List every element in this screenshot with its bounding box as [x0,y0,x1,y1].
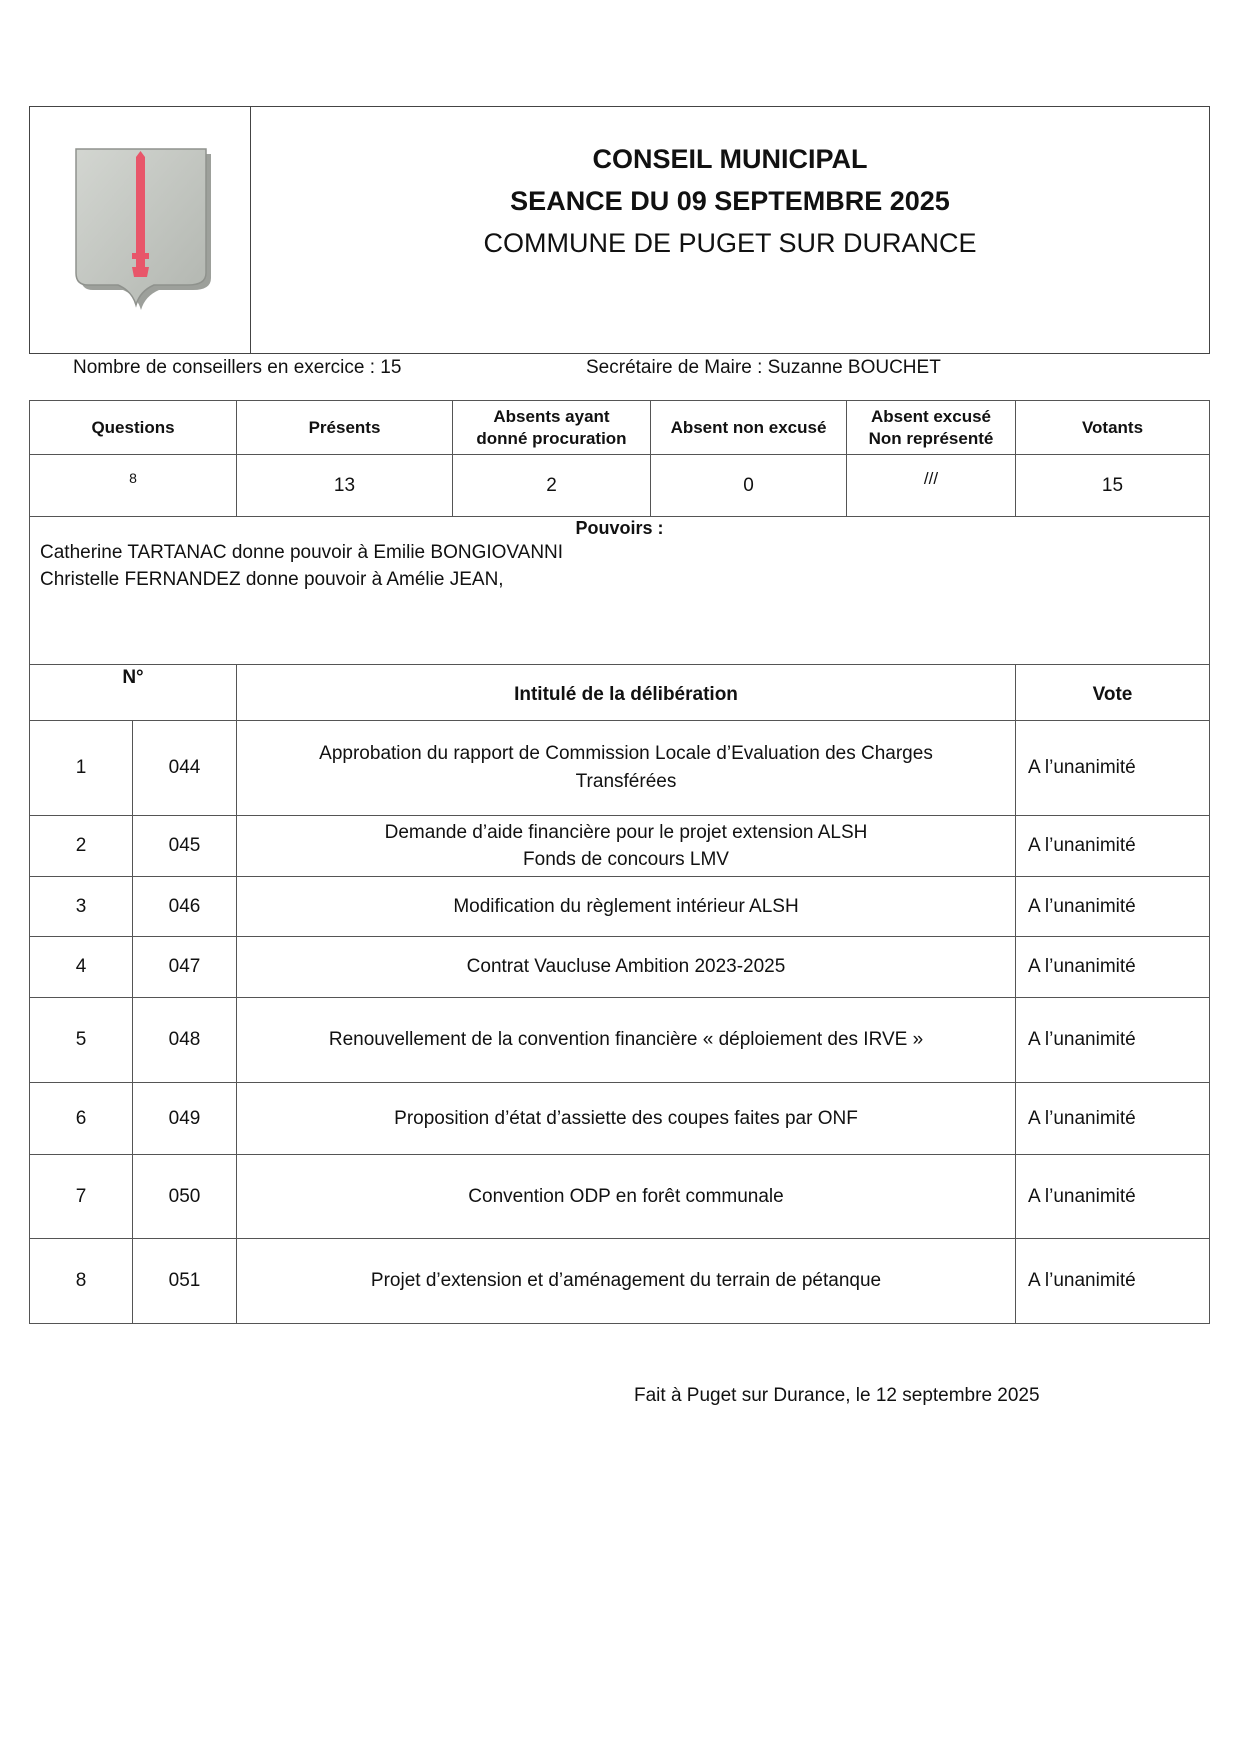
row-vote: A l’unanimité [1016,877,1210,937]
row-code: 045 [133,816,237,877]
row-vote: A l’unanimité [1016,816,1210,877]
summary-values-row [30,455,1210,517]
value-absent-non-excuse: 0 [651,455,847,517]
row-index: 7 [30,1155,133,1239]
table-row [30,816,1210,877]
header-presents: Présents [237,401,453,455]
summary-header-row [30,401,1210,455]
table-row [30,1155,1210,1239]
header-intitule: Intitulé de la délibération [237,665,1016,721]
header-absent-non-excuse: Absent non excusé [651,401,847,455]
row-vote: A l’unanimité [1016,937,1210,998]
row-index: 4 [30,937,133,998]
row-code: 044 [133,721,237,816]
fait-a-line: Fait à Puget sur Durance, le 12 septembre 2025 [634,1385,1040,1406]
row-vote: A l’unanimité [1016,998,1210,1083]
row-title: Contrat Vaucluse Ambition 2023-2025 [237,937,1016,998]
logo-cell [30,107,251,353]
row-title: Proposition d’état d’assiette des coupes faites par ONF [237,1083,1016,1155]
summary-table [29,400,1210,517]
header-num: N° [30,665,237,721]
table-row [30,721,1210,816]
table-row [30,937,1210,998]
table-row [30,1239,1210,1324]
table-row [30,998,1210,1083]
value-presents: 13 [237,455,453,517]
title-cell [251,107,1209,353]
header-absents-procuration-l2: donné procuration [476,428,627,448]
row-index: 1 [30,721,133,816]
header-absents-procuration-l1: Absents ayant [493,406,610,426]
title-conseil: CONSEIL MUNICIPAL [592,144,868,174]
coat-of-arms-icon [30,107,251,355]
row-index: 5 [30,998,133,1083]
row-vote: A l’unanimité [1016,1083,1210,1155]
row-vote: A l’unanimité [1016,1155,1210,1239]
row-title-l2: Fonds de concours LMV [523,849,729,870]
row-title: Convention ODP en forêt communale [237,1155,1016,1239]
table-row [30,1083,1210,1155]
row-title: Modification du règlement intérieur ALSH [237,877,1016,937]
row-vote: A l’unanimité [1016,721,1210,816]
row-title [237,721,1016,816]
row-code: 048 [133,998,237,1083]
row-title: Renouvellement de la convention financière « déploiement des IRVE » [237,998,1016,1083]
row-code: 047 [133,937,237,998]
title-seance: SEANCE DU 09 SEPTEMBRE 2025 [510,186,950,216]
row-index: 6 [30,1083,133,1155]
value-questions: 8 [30,455,237,517]
row-code: 046 [133,877,237,937]
header-box [29,106,1210,354]
row-title-l1: Approbation du rapport de Commission Locale d’Evaluation des Charges [319,743,933,764]
header-questions: Questions [30,401,237,455]
row-title-l1: Demande d’aide financière pour le projet extension ALSH [384,822,868,843]
pouvoir-line: Catherine TARTANAC donne pouvoir à Emilie BONGIOVANNI [40,542,564,563]
header-absent-excuse [847,401,1016,455]
row-code: 050 [133,1155,237,1239]
value-absents-procuration: 2 [453,455,651,517]
pouvoir-line: Christelle FERNANDEZ donne pouvoir à Amélie JEAN, [40,569,504,590]
row-title [237,816,1016,877]
header-absent-excuse-l1: Absent excusé [871,406,991,426]
deliberations-header-row [30,665,1210,721]
value-votants: 15 [1016,455,1210,517]
deliberations-table [29,664,1210,1324]
conseillers-count: Nombre de conseillers en exercice : 15 [73,357,402,378]
header-absent-excuse-l2: Non représenté [868,428,994,448]
header-vote: Vote [1016,665,1210,721]
table-row [30,877,1210,937]
row-code: 049 [133,1083,237,1155]
secretaire: Secrétaire de Maire : Suzanne BOUCHET [586,357,941,378]
header-absents-procuration [453,401,651,455]
row-index: 2 [30,816,133,877]
pouvoirs-title: Pouvoirs : [575,518,664,538]
pouvoirs-box [29,515,1210,665]
row-vote: A l’unanimité [1016,1239,1210,1324]
header-votants: Votants [1016,401,1210,455]
row-index: 8 [30,1239,133,1324]
row-title-l2: Transférées [575,771,677,792]
title-commune: COMMUNE DE PUGET SUR DURANCE [483,228,977,258]
value-absent-excuse: /// [847,455,1016,517]
row-code: 051 [133,1239,237,1324]
row-title: Projet d’extension et d’aménagement du terrain de pétanque [237,1239,1016,1324]
row-index: 3 [30,877,133,937]
